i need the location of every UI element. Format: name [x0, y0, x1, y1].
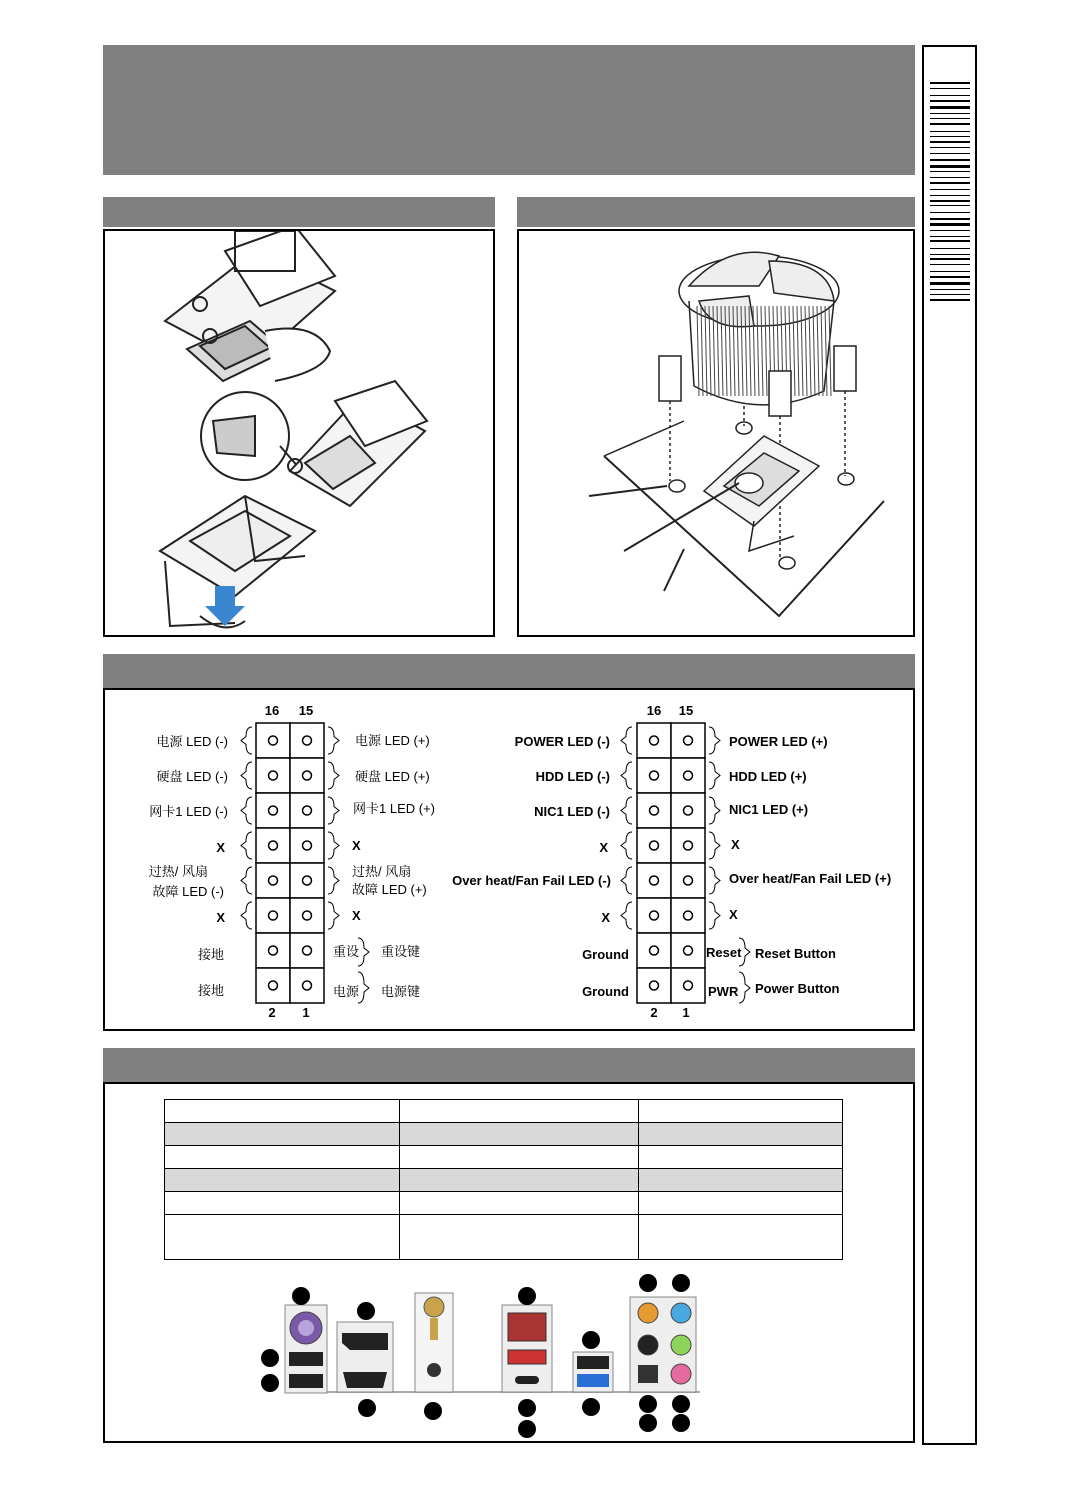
document-header-bar — [103, 45, 915, 175]
right-brace — [328, 902, 339, 929]
cn-left-x1: X — [216, 840, 225, 855]
right-brace — [328, 727, 339, 754]
cn-right-nic-led: 网卡1 LED (+) — [353, 801, 435, 816]
dp-hdmi-stack — [337, 1322, 393, 1392]
pin — [650, 911, 659, 920]
left-brace — [241, 832, 252, 859]
pin — [650, 841, 659, 850]
front-panel-box — [103, 688, 915, 1031]
rear-io-illustration — [250, 1270, 720, 1440]
front-panel-diagrams — [105, 690, 913, 1029]
cn-right-power-key: 电源键 — [381, 984, 421, 999]
io-panel-title-bar — [103, 1048, 915, 1082]
left-brace — [241, 797, 252, 824]
cn-pin-16: 16 — [264, 703, 280, 718]
ps2-usb-stack — [285, 1305, 327, 1393]
en-right-x1: X — [731, 837, 740, 852]
pin — [684, 806, 693, 815]
pin — [303, 736, 312, 745]
pin — [269, 981, 278, 990]
pin — [684, 981, 693, 990]
en-right-x2: X — [729, 907, 738, 922]
left-brace — [621, 797, 632, 824]
en-left-x1: X — [599, 840, 608, 855]
pin — [303, 876, 312, 885]
right-brace — [709, 727, 720, 754]
cn-right-reset: 重设 — [333, 944, 360, 959]
pin — [684, 911, 693, 920]
right-brace — [709, 867, 720, 894]
pin — [650, 771, 659, 780]
cn-pin-15: 15 — [298, 703, 314, 718]
left-brace — [621, 762, 632, 789]
en-right-hdd-led: HDD LED (+) — [729, 769, 807, 784]
cn-pin-2: 2 — [268, 1005, 276, 1020]
right-brace — [328, 762, 339, 789]
en-left-ground1: Ground — [582, 947, 629, 962]
cn-left-x2: X — [216, 910, 225, 925]
en-pin-1: 1 — [682, 1005, 690, 1020]
cn-left-nic-led: 网卡1 LED (-) — [149, 804, 228, 819]
cn-left-hdd-led: 硬盘 LED (-) — [156, 769, 228, 784]
left-brace — [241, 902, 252, 929]
side-strip — [922, 45, 977, 1445]
en-right-power-led: POWER LED (+) — [729, 734, 828, 749]
cn-right-reset-key: 重设键 — [381, 944, 421, 959]
pin — [269, 771, 278, 780]
right-brace — [709, 797, 720, 824]
pin — [650, 806, 659, 815]
pin — [269, 876, 278, 885]
left-brace — [241, 727, 252, 754]
left-brace — [621, 727, 632, 754]
table-row — [165, 1192, 843, 1215]
pin — [303, 946, 312, 955]
cpu-install-title-bar — [103, 197, 495, 227]
cn-right-overheat: 过热/ 风扇 — [352, 864, 412, 879]
en-left-x2: X — [601, 910, 610, 925]
en-right-overheat-led: Over heat/Fan Fail LED (+) — [729, 871, 892, 886]
right-brace — [709, 902, 720, 929]
pin — [650, 946, 659, 955]
en-right-pwr: PWR — [708, 984, 739, 999]
table-row — [165, 1123, 843, 1146]
cpu-install-panel — [103, 229, 495, 637]
en-pin-2: 2 — [650, 1005, 658, 1020]
en-right-reset-button: Reset Button — [755, 946, 836, 961]
audio-stack — [630, 1297, 696, 1392]
cn-left-power-led: 电源 LED (-) — [156, 734, 228, 749]
antenna-bracket — [415, 1293, 453, 1392]
pin — [303, 806, 312, 815]
pin — [269, 911, 278, 920]
pin — [684, 841, 693, 850]
cn-pin-1: 1 — [302, 1005, 310, 1020]
pin — [650, 981, 659, 990]
cn-left-ground1: 接地 — [197, 947, 224, 962]
power-brace — [358, 972, 369, 1003]
cn-right-x1: X — [352, 838, 361, 853]
pin — [269, 946, 278, 955]
front-panel-title-bar — [103, 654, 915, 688]
cn-left-overheat: 过热/ 风扇 — [148, 864, 208, 879]
cn-connector — [149, 703, 435, 1020]
en-left-nic-led: NIC1 LED (-) — [534, 804, 610, 819]
en-connector — [452, 703, 891, 1020]
barcode — [930, 82, 970, 307]
pin — [303, 911, 312, 920]
cn-right-fail-led: 故障 LED (+) — [352, 882, 427, 897]
pin — [650, 876, 659, 885]
pin — [684, 876, 693, 885]
en-right-power-button: Power Button — [755, 981, 840, 996]
en-left-power-led: POWER LED (-) — [514, 734, 610, 749]
pin — [269, 841, 278, 850]
pin — [269, 736, 278, 745]
cn-left-fail-led: 故障 LED (-) — [152, 884, 224, 899]
table-row — [165, 1169, 843, 1192]
power-brace — [739, 972, 750, 1003]
pin — [684, 771, 693, 780]
right-brace — [709, 762, 720, 789]
pin — [303, 841, 312, 850]
left-brace — [241, 867, 252, 894]
pin — [303, 981, 312, 990]
table-row — [165, 1146, 843, 1169]
left-brace — [621, 902, 632, 929]
cn-right-power-led: 电源 LED (+) — [355, 733, 430, 748]
left-brace — [621, 867, 632, 894]
en-left-overheat-led: Over heat/Fan Fail LED (-) — [452, 873, 611, 888]
cn-left-ground2: 接地 — [197, 983, 224, 998]
pin — [303, 771, 312, 780]
pin — [269, 806, 278, 815]
en-right-reset: Reset — [706, 945, 742, 960]
en-pin-16: 16 — [646, 703, 662, 718]
lan-usb-stack — [502, 1305, 552, 1392]
cooler-install-panel — [517, 229, 915, 637]
pin — [684, 946, 693, 955]
pin — [684, 736, 693, 745]
left-brace — [621, 832, 632, 859]
io-spec-table — [164, 1099, 843, 1260]
right-brace — [709, 832, 720, 859]
cn-right-hdd-led: 硬盘 LED (+) — [355, 769, 430, 784]
en-right-nic-led: NIC1 LED (+) — [729, 802, 809, 817]
left-brace — [241, 762, 252, 789]
en-left-ground2: Ground — [582, 984, 629, 999]
cn-right-x2: X — [352, 908, 361, 923]
right-brace — [328, 832, 339, 859]
cpu-socket-illustration — [105, 231, 493, 635]
right-brace — [328, 867, 339, 894]
usb3-stack — [573, 1352, 613, 1392]
reset-brace — [358, 938, 369, 966]
en-left-hdd-led: HDD LED (-) — [535, 769, 610, 784]
en-pin-15: 15 — [678, 703, 694, 718]
cooler-install-title-bar — [517, 197, 915, 227]
table-row — [165, 1100, 843, 1123]
pin — [650, 736, 659, 745]
cpu-cooler-illustration — [519, 231, 913, 635]
table-row — [165, 1215, 843, 1260]
cn-right-power: 电源 — [333, 984, 360, 999]
right-brace — [328, 797, 339, 824]
